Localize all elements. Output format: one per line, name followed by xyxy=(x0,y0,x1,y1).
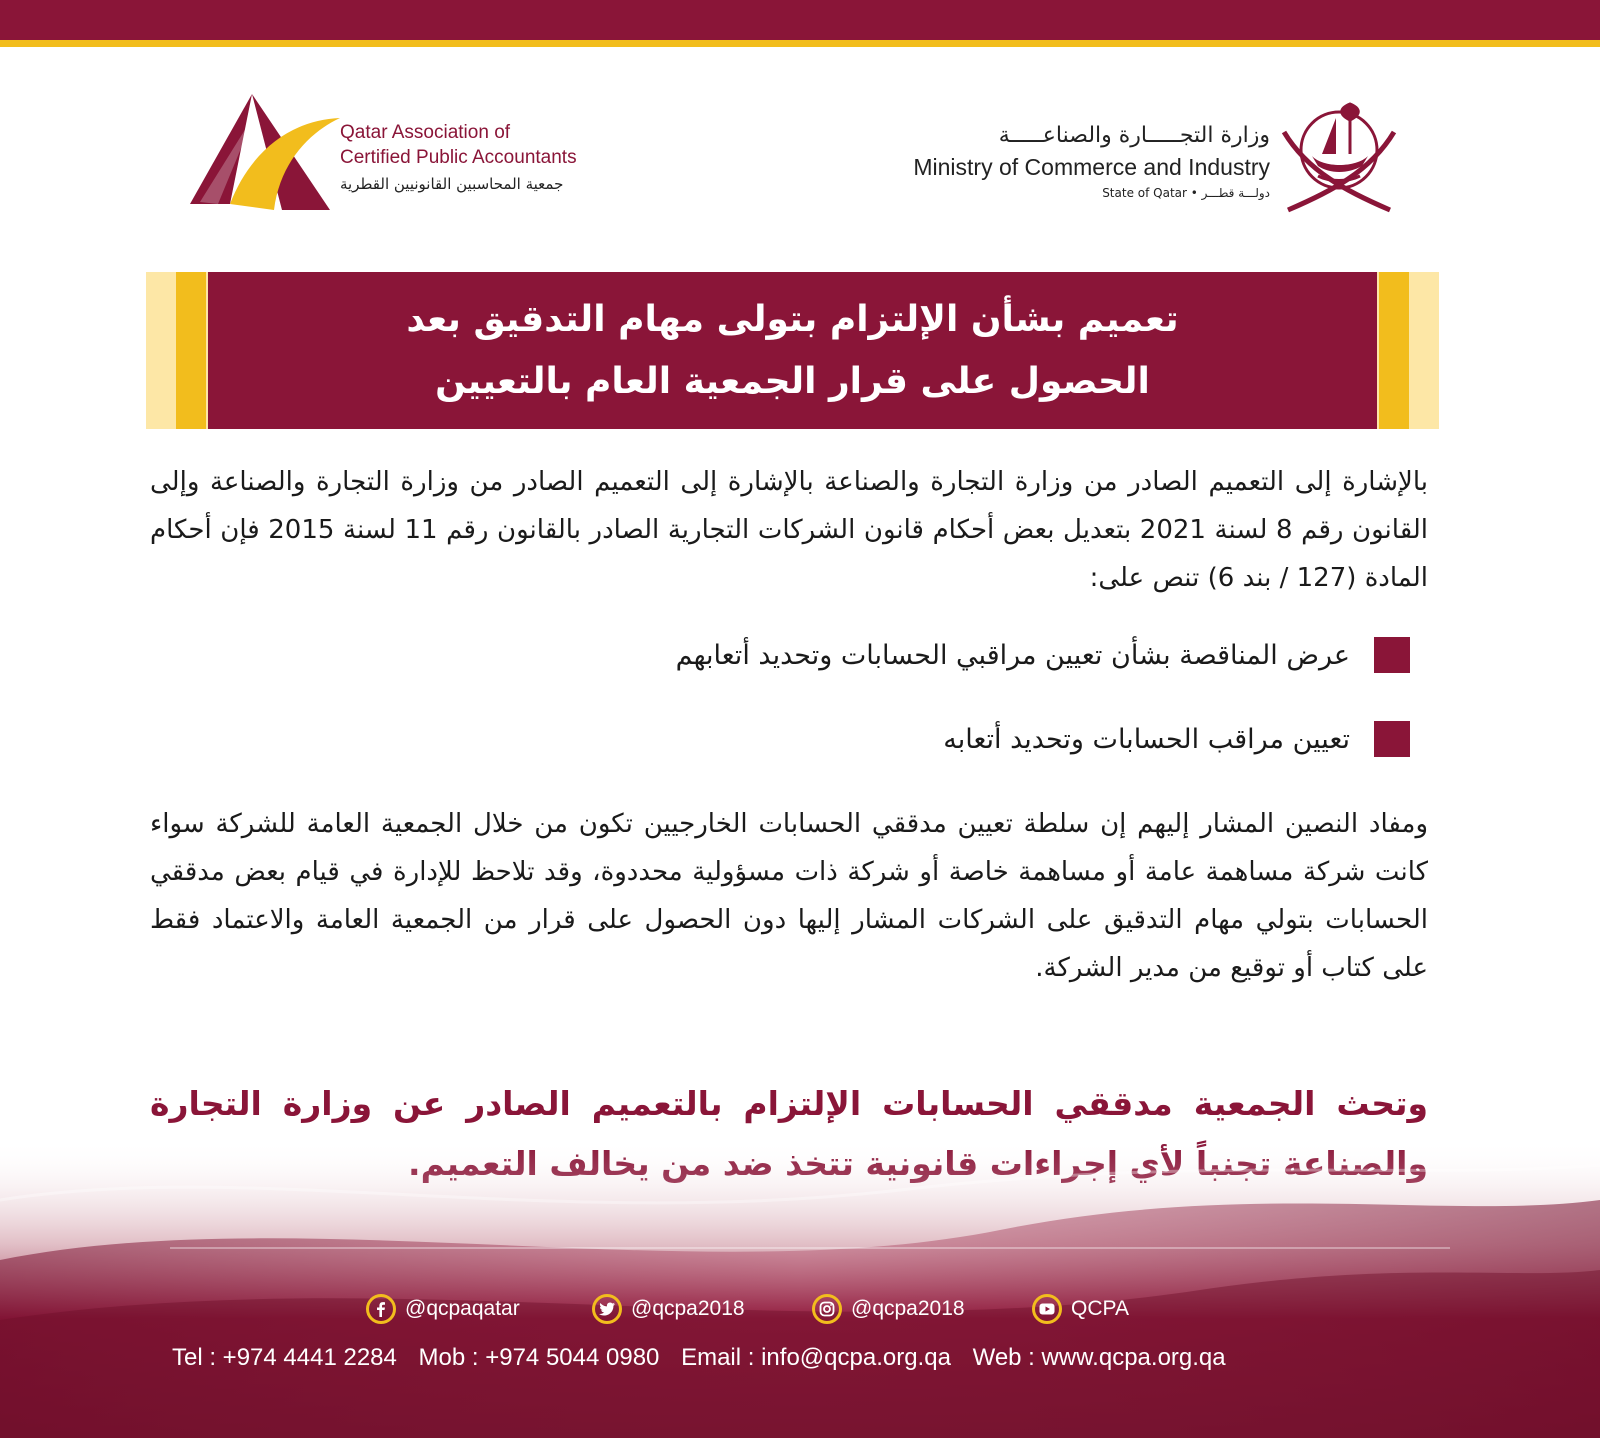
ministry-state-label: State of Qatar • دولـــة قطـــر xyxy=(1102,186,1270,200)
title-line-1: تعميم بشأن الإلتزام بتولى مهام التدقيق بعد xyxy=(406,298,1179,340)
contact-web[interactable]: Web : www.qcpa.org.qa xyxy=(972,1344,1226,1371)
footer-background xyxy=(0,1140,1600,1438)
list-item xyxy=(150,714,1410,764)
square-bullet-icon xyxy=(1374,637,1410,673)
title-line-2: الحصول على قرار الجمعية العام بالتعيين xyxy=(435,360,1150,402)
bullet-text: عرض المناقصة بشأن تعيين مراقبي الحسابات وتحديد أتعابهم xyxy=(675,639,1350,671)
qcpa-triangle-logo-icon xyxy=(190,92,340,216)
intro-paragraph: بالإشارة إلى التعميم الصادر من وزارة التجارة والصناعة بالإشارة إلى التعميم الصادر من وزارة التجارة والصناعة وإلى القانون رقم 8 لسنة 2021 بتعديل بعض أحكام قانون الشركات التجارية الصادر بالقانون رقم 11 لسنة 2015 فإن أحكام المادة (127 / بند 6) تنص على: xyxy=(150,467,1428,593)
qcpa-name-line1: Qatar Association of xyxy=(340,122,511,143)
qcpa-name-line2: Certified Public Accountants xyxy=(340,147,577,168)
social-instagram[interactable] xyxy=(812,1289,965,1329)
banner-title-box xyxy=(208,272,1377,429)
instagram-icon xyxy=(812,1294,842,1324)
social-facebook[interactable] xyxy=(366,1289,520,1329)
banner-gold-accent-left xyxy=(176,272,206,429)
social-twitter[interactable] xyxy=(592,1289,745,1329)
bullet-list xyxy=(150,630,1410,798)
list-item xyxy=(150,630,1410,680)
youtube-handle: QCPA xyxy=(1071,1297,1129,1320)
footer-divider xyxy=(170,1247,1450,1249)
ministry-logo xyxy=(860,92,1400,217)
social-youtube[interactable] xyxy=(1032,1289,1129,1329)
twitter-icon xyxy=(592,1294,622,1324)
bullet-text: تعيين مراقب الحسابات وتحديد أتعابه xyxy=(943,723,1350,755)
qatar-state-emblem-icon xyxy=(1278,92,1400,216)
title-banner xyxy=(146,272,1439,429)
twitter-handle: @qcpa2018 xyxy=(631,1297,745,1320)
contact-tel[interactable]: Tel : +974 4441 2284 xyxy=(172,1344,397,1371)
top-maroon-bar xyxy=(0,0,1600,40)
contact-mob[interactable]: Mob : +974 5044 0980 xyxy=(418,1344,660,1371)
callout-paragraph: وتحث الجمعية مدققي الحسابات الإلتزام بالتعميم الصادر عن وزارة التجارة xyxy=(150,1084,1428,1123)
square-bullet-icon xyxy=(1374,721,1410,757)
ministry-name-english: Ministry of Commerce and Industry xyxy=(913,154,1270,180)
banner-gold-accent-right xyxy=(1379,272,1409,429)
ministry-name-arabic: وزارة التجـــــارة والصناعـــــة xyxy=(998,123,1270,148)
contact-email[interactable]: Email : info@qcpa.org.qa xyxy=(681,1344,951,1371)
facebook-handle: @qcpaqatar xyxy=(405,1297,520,1320)
top-gold-stripe xyxy=(0,40,1600,47)
youtube-icon xyxy=(1032,1294,1062,1324)
contact-line xyxy=(172,1344,1241,1372)
facebook-icon xyxy=(366,1294,396,1324)
qcpa-logo xyxy=(190,92,660,217)
instagram-handle: @qcpa2018 xyxy=(851,1297,965,1320)
explanation-paragraph: ومفاد النصين المشار إليهم إن سلطة تعيين مدققي الحسابات الخارجيين تكون من خلال الجمعية العامة للشركة سواء كانت شركة مساهمة عامة أو مساهمة خاصة أو شركة ذات مسؤولية محددوة، وقد تلاحظ للإدارة في قيام بعض مدققي الحسابات بتولي مهام التدقيق على الشركات المشار إليها دون الحصول على قرار من الجمعية العامة والاعتماد فقط على كتاب أو توقيع من مدير الشركة. xyxy=(150,809,1428,983)
qcpa-name-arabic: جمعية المحاسبين القانونيين القطرية xyxy=(340,175,564,193)
